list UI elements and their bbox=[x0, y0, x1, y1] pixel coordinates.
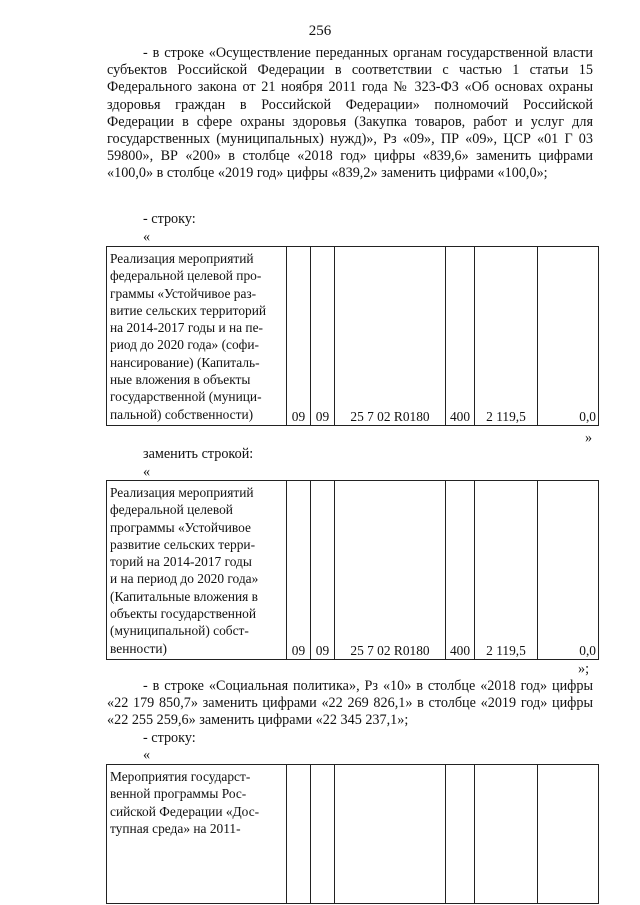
cell-name-text: Реализация мероприятий федеральной целевой про- граммы «Устойчивое раз- витие сельских территорий на 2014-2017 годы и на пе- риод до 2020 года» (софи- нансирование) (Капиталь- ные вложения в объекты государственной (муници- пальной) собственности) bbox=[110, 251, 267, 422]
open-quote-1: « bbox=[143, 229, 151, 245]
paragraph-2 bbox=[107, 678, 593, 730]
cell-rz bbox=[287, 765, 311, 904]
cell-csr bbox=[335, 765, 446, 904]
line-replace: заменить строкой: bbox=[143, 446, 254, 462]
cell-csr: 25 7 02 R0180 bbox=[335, 247, 446, 426]
cell-vr bbox=[446, 765, 475, 904]
table-row bbox=[107, 481, 599, 660]
cell-name bbox=[107, 481, 287, 660]
cell-pr: 09 bbox=[311, 481, 335, 660]
cell-name-text: Мероприятия государст- венной программы Рос- сийской Федерации «Дос- тупная среда» на 2011- bbox=[110, 769, 260, 836]
cell-2018: 2 119,5 bbox=[475, 247, 538, 426]
line-stroku-2: - строку: bbox=[143, 730, 196, 746]
open-quote-3: « bbox=[143, 747, 151, 763]
table-row bbox=[107, 765, 599, 904]
paragraph-1 bbox=[107, 45, 593, 183]
cell-vr: 400 bbox=[446, 481, 475, 660]
cell-name-text: Реализация мероприятий федеральной целевой программы «Устойчивое развитие сельских терри- торий на 2014-2017 годы и на период до 2020 года» (Капитальные вложения в объекты государственной (муниципальной) собст- венности) bbox=[110, 485, 259, 656]
cell-pr bbox=[311, 765, 335, 904]
cell-2019: 0,0 bbox=[538, 247, 599, 426]
cell-2019 bbox=[538, 765, 599, 904]
paragraph-1-text: - в строке «Осуществление переданных органам государственной власти субъектов Российской Федерации в соответствии с частью 1 статьи 15 Федерального закона от 21 ноября 2011 года № 323-ФЗ «Об основах охраны здоровья граждан в Российской Федерации» полномочий Российской Федерации в сфере охраны здоровья (Закупка товаров, работ и услуг для государственных (муниципальных) нужд)», Рз «09», ПР «09», ЦСР «01 Г 03 59800», ВР «200» в столбце «2018 год» цифры «839,6» заменить цифрами «100,0» в столбце «2019 год» цифры «839,2» заменить цифрами «100,0»; bbox=[107, 45, 593, 182]
table-row bbox=[107, 247, 599, 426]
cell-rz: 09 bbox=[287, 481, 311, 660]
cell-pr: 09 bbox=[311, 247, 335, 426]
table-1 bbox=[106, 246, 599, 426]
cell-name bbox=[107, 247, 287, 426]
cell-2018 bbox=[475, 765, 538, 904]
line-stroku-1: - строку: bbox=[143, 211, 196, 227]
open-quote-2: « bbox=[143, 464, 151, 480]
cell-2019: 0,0 bbox=[538, 481, 599, 660]
table-3 bbox=[106, 764, 599, 904]
cell-rz: 09 bbox=[287, 247, 311, 426]
close-quote-2: »; bbox=[578, 661, 590, 677]
close-quote-1: » bbox=[585, 430, 593, 446]
cell-2018: 2 119,5 bbox=[475, 481, 538, 660]
cell-name bbox=[107, 765, 287, 904]
cell-csr: 25 7 02 R0180 bbox=[335, 481, 446, 660]
table-2 bbox=[106, 480, 599, 660]
paragraph-2-text: - в строке «Социальная политика», Рз «10» в столбце «2018 год» цифры «22 179 850,7» заменить цифрами «22 269 826,1» в столбце «2019 год» цифры «22 255 259,6» заменить цифрами «22 345 237,1»; bbox=[107, 678, 593, 729]
page-number: 256 bbox=[308, 23, 332, 39]
cell-vr: 400 bbox=[446, 247, 475, 426]
